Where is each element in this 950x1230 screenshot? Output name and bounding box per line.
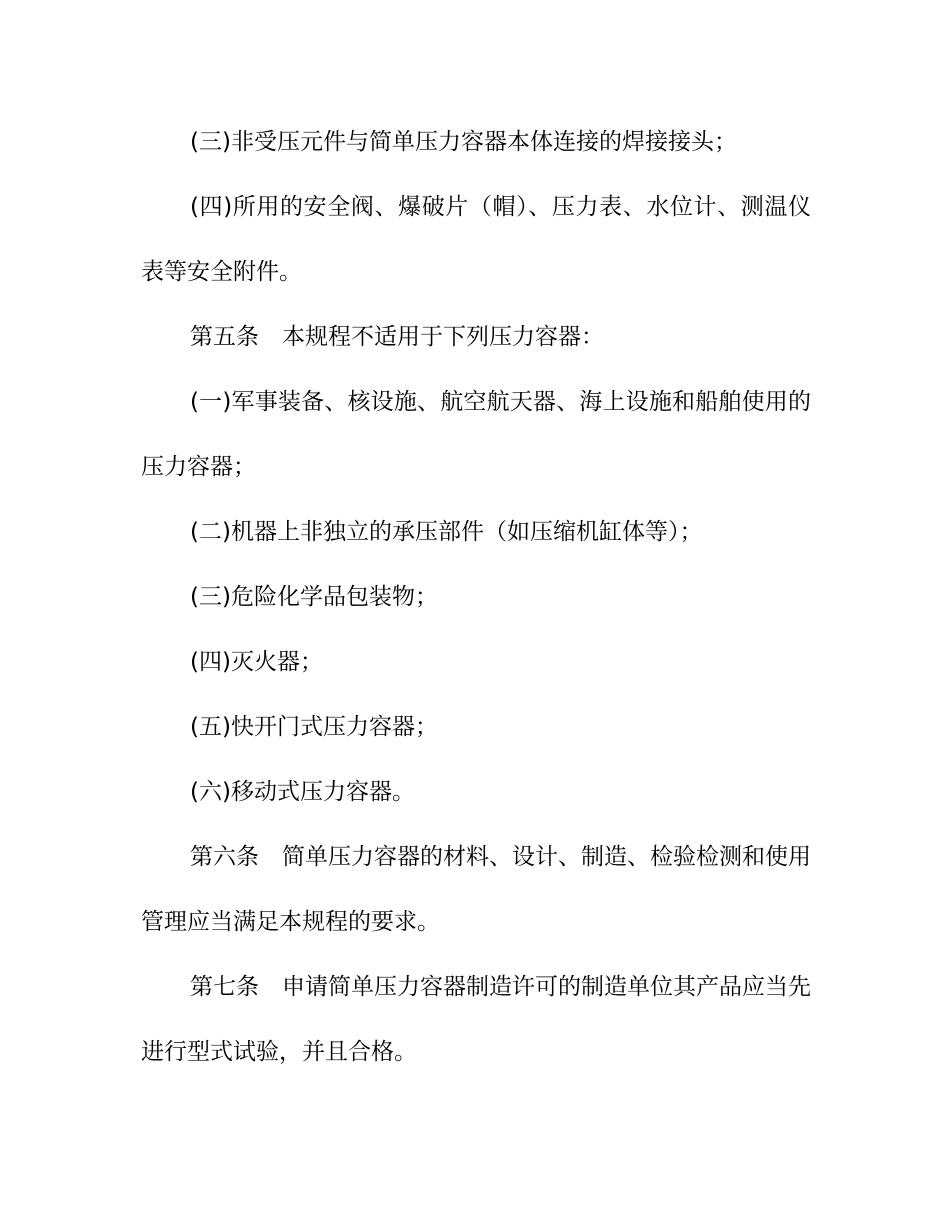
paragraph-safety-accessories: (四)所用的安全阀、爆破片（帽）、压力表、水位计、测温仪表等安全附件。 (141, 194, 811, 285)
article-6-paragraph: 第六条 简单压力容器的材料、设计、制造、检验检测和使用管理应当满足本规程的要求。 (141, 844, 811, 935)
paragraph-machine-pressure-parts: (二)机器上非独立的承压部件（如压缩机缸体等）； (190, 519, 703, 545)
article-5-heading: 第五条 本规程不适用于下列压力容器： (190, 324, 604, 350)
paragraph-non-pressure-weld-joints: (三)非受压元件与简单压力容器本体连接的焊接接头； (190, 129, 737, 155)
paragraph-quick-open-door-vessels: (五)快开门式压力容器； (190, 714, 438, 740)
paragraph-fire-extinguishers: (四)灭火器； (190, 649, 323, 675)
article-7-paragraph: 第七条 申请简单压力容器制造许可的制造单位其产品应当先进行型式试验，并且合格。 (141, 974, 811, 1065)
paragraph-mobile-vessels: (六)移动式压力容器。 (190, 779, 415, 805)
paragraph-hazardous-chemical-packaging: (三)危险化学品包装物； (190, 584, 438, 610)
paragraph-military-nuclear-vessels: (一)军事装备、核设施、航空航天器、海上设施和船舶使用的压力容器； (141, 389, 811, 480)
document-body (141, 110, 811, 1085)
